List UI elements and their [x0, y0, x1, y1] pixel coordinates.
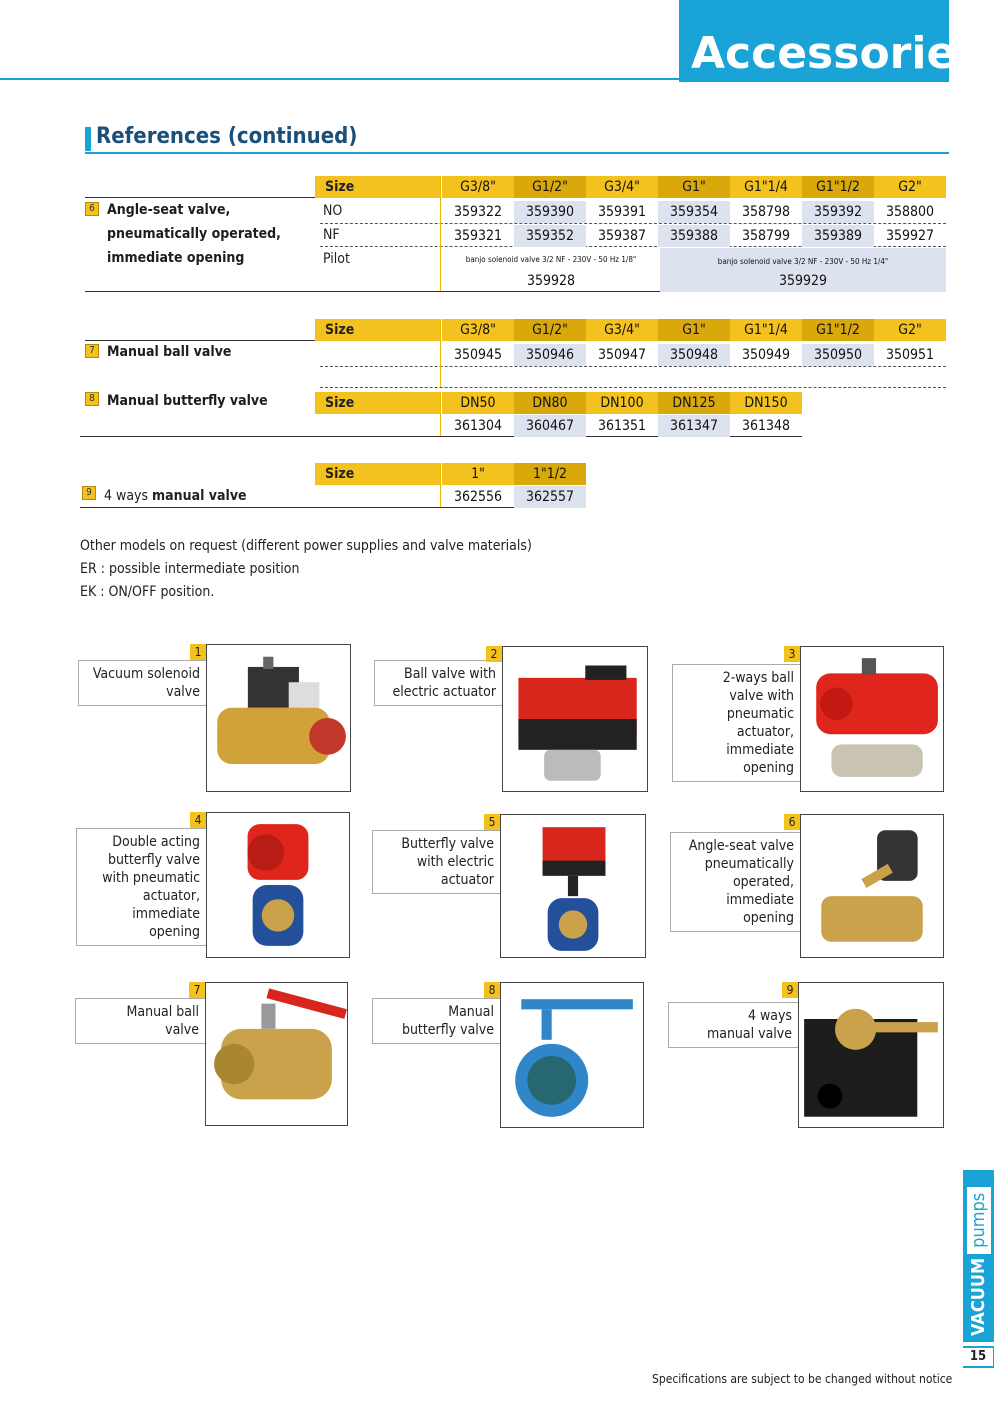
product-illustration — [801, 815, 943, 957]
table9-size-header: Size — [315, 463, 440, 485]
table6-size-cell: G2" — [874, 176, 946, 198]
table7-label: Manual ball valve — [107, 344, 232, 360]
table7-divider — [320, 366, 946, 367]
page-number: 15 — [963, 1346, 994, 1368]
product-label-line: actuator, — [142, 888, 200, 904]
product-label-line: 4 ways — [747, 1008, 792, 1024]
side-tab — [963, 1170, 994, 1342]
table6-nf-value: 359321 — [453, 228, 503, 244]
product-photo — [502, 646, 648, 792]
section-title-marker — [85, 127, 91, 151]
table6-size-cell: G3/4" — [586, 176, 658, 198]
header-rule — [0, 78, 680, 80]
product-label-line: immediate opening — [132, 906, 200, 940]
product-label-line: electric actuator — [392, 684, 496, 700]
table7-size-cell: G3/8" — [442, 319, 514, 341]
table8-value: 361348 — [741, 418, 791, 434]
product-photo — [800, 646, 944, 792]
table7-size-cell: G2" — [874, 319, 946, 341]
product-number: 2 — [486, 646, 502, 662]
table8-column-rule — [440, 392, 441, 437]
table9-value: 362556 — [453, 489, 503, 505]
table7-number: 7 — [85, 344, 99, 358]
product-label-line: actuator — [440, 872, 494, 888]
table6-no-value: 359392 — [802, 201, 874, 223]
product-label-line: Butterfly valve — [401, 836, 494, 852]
note-line: Other models on request (different power supplies and valve materials) — [80, 538, 532, 554]
footer-note: Specifications are subject to be changed without notice — [652, 1372, 953, 1386]
table6-size-header: Size — [315, 176, 440, 198]
product-label — [672, 664, 800, 782]
table6-size-cell: G1" — [658, 176, 730, 198]
product-number: 8 — [484, 982, 500, 998]
table7-size-cell: G1/2" — [514, 319, 586, 341]
product-label-line: butterfly valve — [107, 852, 200, 868]
table6-no-value: 358800 — [885, 204, 935, 220]
product-number: 5 — [484, 814, 500, 830]
product-label-line: valve with — [729, 688, 794, 704]
table6-pilot-ref-b: 359929 — [660, 270, 946, 292]
product-label-line: Vacuum solenoid — [92, 666, 200, 682]
product-illustration — [503, 647, 647, 791]
table6-size-cell: G3/8" — [442, 176, 514, 198]
product-number: 9 — [782, 982, 798, 998]
table6-nf-value: 359388 — [658, 225, 730, 247]
product-label-line: Angle-seat valve — [688, 838, 794, 854]
table6-number: 6 — [85, 202, 99, 216]
table6-size-cell: G1"1/4 — [730, 176, 802, 198]
product-label — [670, 832, 800, 932]
table6-nf-value: 359387 — [597, 228, 647, 244]
product-label-line: valve — [166, 684, 200, 700]
product-label-line: Ball valve with — [404, 666, 496, 682]
table7-value: 350951 — [885, 347, 935, 363]
table6-no-value: 359390 — [514, 201, 586, 223]
section-rule — [85, 152, 949, 154]
product-label-line: Double acting — [112, 834, 200, 850]
table6-label-line-1: Angle-seat valve, — [107, 202, 231, 218]
table7-size-cell: G1" — [658, 319, 730, 341]
product-label — [372, 830, 500, 894]
table8-size-cell: DN80 — [514, 392, 586, 414]
table9-number: 9 — [82, 486, 96, 500]
product-label — [78, 660, 206, 706]
product-photo — [205, 982, 348, 1126]
product-photo — [500, 814, 646, 958]
product-label — [75, 998, 205, 1044]
product-label — [668, 1002, 798, 1048]
product-photo — [206, 812, 350, 958]
product-illustration — [207, 813, 349, 957]
note-line: EK : ON/OFF position. — [80, 584, 215, 600]
table6-nf-value: 358799 — [741, 228, 791, 244]
table9-size-cell: 1" — [442, 463, 514, 485]
table7-size-cell: G3/4" — [586, 319, 658, 341]
table9-label-b: manual valve — [152, 488, 247, 504]
product-label-line: Manual — [448, 1004, 494, 1020]
table8-label: Manual butterfly valve — [107, 393, 268, 409]
section-title: References (continued) — [96, 124, 358, 149]
product-label-line: butterfly valve — [401, 1022, 494, 1038]
side-tab-text — [963, 1170, 994, 1342]
table7-value: 350948 — [658, 344, 730, 366]
product-illustration — [801, 647, 943, 791]
product-photo — [800, 814, 944, 958]
table6-nf-value: 359927 — [885, 228, 935, 244]
table7-value: 350950 — [802, 344, 874, 366]
table6-pilot-desc-b: banjo solenoid valve 3/2 NF - 230V - 50 Hz 1/4" — [660, 248, 946, 270]
table8-value: 361351 — [597, 418, 647, 434]
table6-pilot-desc-a: banjo solenoid valve 3/2 NF - 230V - 50 Hz 1/8" — [465, 255, 637, 264]
product-illustration — [207, 645, 350, 791]
product-photo — [798, 982, 944, 1128]
product-label-line: with electric — [416, 854, 494, 870]
table8-size-cell: DN100 — [586, 392, 658, 414]
table6-divider — [320, 223, 946, 224]
product-number: 3 — [784, 646, 800, 662]
table6-no-value: 359354 — [658, 201, 730, 223]
side-tab-word-vacuum: VACUUM — [968, 1257, 989, 1336]
table9-column-rule — [440, 463, 441, 508]
product-illustration — [206, 983, 347, 1125]
product-label — [374, 660, 502, 706]
table6-pilot-ref-a: 359928 — [526, 273, 576, 289]
product-label-line: manual valve — [706, 1026, 792, 1042]
product-number: 1 — [190, 644, 206, 660]
product-illustration — [501, 815, 645, 957]
table8-size-header: Size — [315, 392, 440, 414]
table7-column-rule — [440, 319, 441, 387]
product-label-line: pneumatic actuator, — [726, 706, 794, 740]
product-number: 6 — [784, 814, 800, 830]
table8-value: 360467 — [514, 415, 586, 437]
table6-label-line-2: pneumatically operated, — [107, 226, 281, 242]
table9-label — [104, 488, 247, 504]
table6-no-value: 359391 — [597, 204, 647, 220]
product-label-line: with pneumatic — [102, 870, 200, 886]
side-tab-word-pumps: pumps — [967, 1187, 991, 1254]
table6-size-cell: G1"1/2 — [802, 176, 874, 198]
product-label-line: valve — [165, 1022, 199, 1038]
table6-no-value: 358798 — [741, 204, 791, 220]
table9-value: 362557 — [514, 486, 586, 508]
table9-size-cell: 1"1/2 — [514, 463, 586, 485]
table6-nf-label: NF — [323, 227, 340, 243]
table7-value: 350946 — [514, 344, 586, 366]
table7-value: 350947 — [597, 347, 647, 363]
table8-value: 361304 — [453, 418, 503, 434]
table6-column-rule — [440, 176, 441, 291]
table8-size-cell: DN50 — [442, 392, 514, 414]
table7-value: 350945 — [453, 347, 503, 363]
product-label-line: immediate opening — [726, 892, 794, 926]
table6-nf-value: 359352 — [514, 225, 586, 247]
table6-nf-value: 359389 — [802, 225, 874, 247]
product-label-line: pneumatically — [704, 856, 794, 872]
product-label-line: 2-ways ball — [722, 670, 794, 686]
table8-value: 361347 — [658, 415, 730, 437]
product-label — [76, 828, 206, 946]
table7-size-cell: G1"1/2 — [802, 319, 874, 341]
product-label-line: operated, — [732, 874, 794, 890]
table7-size-cell: G1"1/4 — [730, 319, 802, 341]
table7-bottom-rule — [320, 387, 946, 388]
table6-pilot-label: Pilot — [323, 251, 350, 267]
product-illustration — [799, 983, 943, 1127]
table6-no-value: 359322 — [453, 204, 503, 220]
product-label — [372, 998, 500, 1044]
page-title: Accessories — [679, 0, 949, 82]
product-number: 7 — [189, 982, 205, 998]
table8-size-cell: DN150 — [730, 392, 802, 414]
product-number: 4 — [190, 812, 206, 828]
product-illustration — [501, 983, 643, 1127]
table7-size-header: Size — [315, 319, 440, 341]
product-label-line: immediate opening — [726, 742, 794, 776]
product-photo — [206, 644, 351, 792]
table6-no-label: NO — [323, 203, 343, 219]
table8-number: 8 — [85, 392, 99, 406]
product-label-line: Manual ball — [126, 1004, 199, 1020]
product-photo — [500, 982, 644, 1128]
table6-size-cell: G1/2" — [514, 176, 586, 198]
table8-size-cell: DN125 — [658, 392, 730, 414]
table6-label-line-3: immediate opening — [107, 250, 245, 266]
note-line: ER : possible intermediate position — [80, 561, 300, 577]
table9-label-a: 4 ways — [104, 488, 149, 504]
table7-value: 350949 — [741, 347, 791, 363]
